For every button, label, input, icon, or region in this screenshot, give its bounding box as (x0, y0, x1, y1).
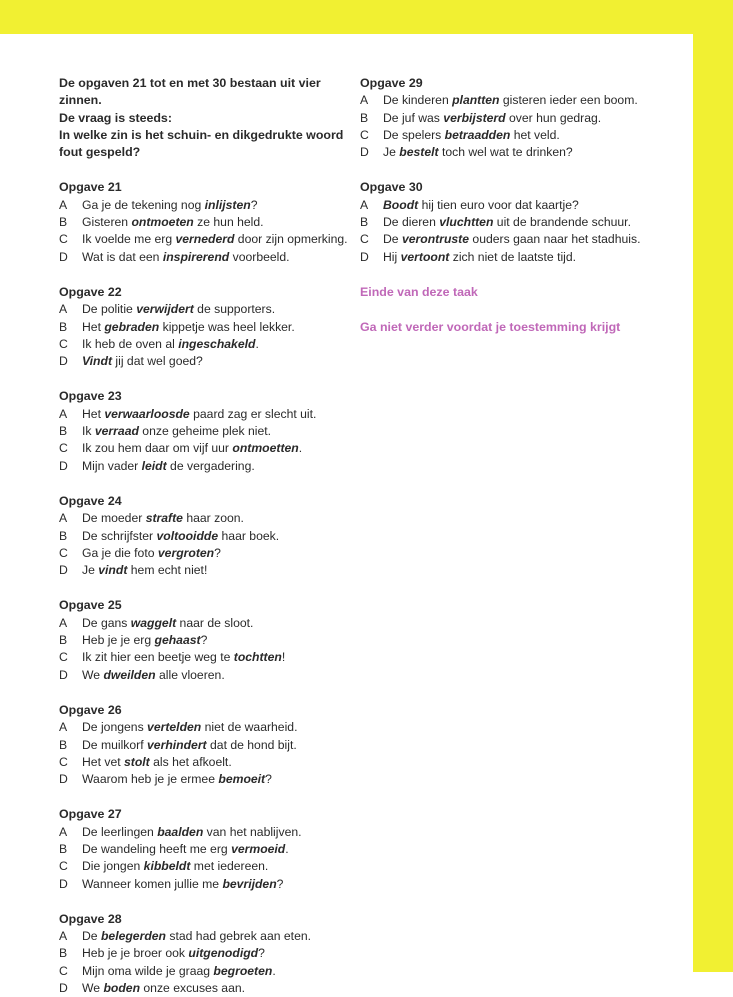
option-sentence (82, 928, 349, 945)
sentence-end: stad had gebrek aan eten. (166, 929, 312, 944)
sentence-end: naar de sloot. (176, 615, 254, 630)
sentence-end: ? (200, 633, 208, 648)
option-letter: A (59, 929, 68, 944)
target-word: vermoeid (231, 841, 286, 856)
option-sentence (82, 440, 349, 457)
option-letter: C (59, 650, 68, 665)
option-sentence (82, 876, 349, 893)
sentence-start: Wat is dat een (82, 249, 163, 264)
option-sentence (82, 336, 349, 353)
instructions (59, 75, 349, 161)
instruction-line: De opgaven 21 tot en met 30 bestaan uit vier zinnen. (59, 76, 321, 108)
option-sentence (82, 510, 349, 527)
sentence-start: De schrijfster (82, 528, 157, 543)
sentence-start: De muilkorf (82, 737, 148, 752)
sentence-start: Het (82, 406, 105, 421)
option-letter: B (59, 319, 68, 334)
sentence-start: De dieren (383, 215, 440, 230)
option-letter: D (59, 981, 68, 996)
option-letter: D (360, 249, 369, 264)
sentence-start: Wanneer komen jullie me (82, 876, 223, 891)
sentence-end: het veld. (510, 127, 560, 142)
target-word: inlijsten (204, 197, 251, 212)
option-sentence (82, 649, 349, 666)
option-sentence (82, 353, 349, 370)
option-sentence (383, 214, 660, 231)
option-letter: B (59, 528, 68, 543)
option-letter: C (59, 232, 68, 247)
answer-option (360, 214, 660, 231)
target-word: leidt (141, 458, 167, 473)
option-letter: A (59, 615, 68, 630)
option-sentence (82, 754, 349, 771)
sentence-start: Hij (383, 249, 401, 264)
answer-option (59, 336, 349, 353)
target-word: bemoeit (218, 772, 266, 787)
option-sentence (82, 197, 349, 214)
option-letter: B (59, 424, 68, 439)
question-block (59, 493, 349, 579)
sentence-end: ? (276, 876, 284, 891)
page-border-right (693, 0, 733, 972)
answer-option (360, 231, 660, 248)
question-block (360, 75, 660, 161)
option-letter: B (360, 215, 369, 230)
question-title: Opgave 28 (59, 911, 122, 926)
answer-option (59, 231, 349, 248)
sentence-start: De jongens (82, 720, 148, 735)
sentence-end: jij dat wel goed? (112, 354, 203, 369)
sentence-start: Ik zit hier een beetje weg te (82, 650, 234, 665)
option-sentence (383, 197, 660, 214)
target-word: tochtten (233, 650, 282, 665)
question-list (360, 75, 660, 266)
sentence-end: . (272, 963, 276, 978)
do-not-continue-note: Ga niet verder voordat je toestemming krijgt (360, 319, 621, 334)
answer-option (59, 719, 349, 736)
answer-option (59, 737, 349, 754)
option-sentence (82, 945, 349, 962)
sentence-start: Het vet (82, 754, 124, 769)
option-sentence (82, 545, 349, 562)
answer-option (59, 440, 349, 457)
option-letter: B (59, 633, 68, 648)
target-word: dweilden (103, 667, 156, 682)
option-letter: A (59, 197, 68, 212)
question-block (59, 702, 349, 788)
target-word: bestelt (399, 145, 439, 160)
answer-option (59, 649, 349, 666)
sentence-start: De wandeling heeft me erg (82, 841, 232, 856)
sentence-end: de supporters. (193, 302, 276, 317)
question-title: Opgave 21 (59, 180, 122, 195)
answer-option (59, 615, 349, 632)
sentence-end: ouders gaan naar het stadhuis. (469, 232, 641, 247)
sentence-start: Ga je de tekening nog (82, 197, 205, 212)
target-word: Vindt (82, 354, 113, 369)
option-letter: D (59, 772, 68, 787)
sentence-start: Je (82, 563, 99, 578)
option-sentence (82, 737, 349, 754)
target-word: kibbeldt (143, 859, 191, 874)
option-sentence (383, 231, 660, 248)
option-sentence (82, 771, 349, 788)
sentence-end: . (255, 336, 259, 351)
question-block (59, 806, 349, 892)
option-sentence (82, 214, 349, 231)
answer-option (59, 528, 349, 545)
option-letter: D (59, 876, 68, 891)
sentence-end: voorbeeld. (229, 249, 290, 264)
target-word: Boodt (383, 197, 419, 212)
sentence-start: De politie (82, 302, 137, 317)
sentence-start: Mijn oma wilde je graag (82, 963, 214, 978)
target-word: verbijsterd (443, 110, 506, 125)
target-word: voltooidde (156, 528, 219, 543)
page-border-top (0, 0, 733, 34)
target-word: ontmoetten (232, 441, 299, 456)
option-letter: C (59, 963, 68, 978)
target-word: bevrijden (222, 876, 277, 891)
option-sentence (383, 249, 660, 266)
option-sentence (82, 231, 349, 248)
target-word: boden (103, 981, 141, 996)
answer-option (360, 92, 660, 109)
target-word: verhindert (147, 737, 207, 752)
question-block (59, 911, 349, 997)
option-letter: C (59, 545, 68, 560)
sentence-end: niet de waarheid. (201, 720, 298, 735)
option-sentence (82, 980, 349, 997)
sentence-end: haar zoon. (182, 511, 244, 526)
question-title: Opgave 29 (360, 76, 423, 90)
instruction-line: De vraag is steeds: (59, 110, 172, 125)
sentence-end: dat de hond bijt. (206, 737, 297, 752)
option-sentence (82, 667, 349, 684)
answer-option (360, 144, 660, 161)
sentence-start: Ik (82, 424, 95, 439)
sentence-end: haar boek. (218, 528, 280, 543)
sentence-end: als het afkoelt. (149, 754, 232, 769)
option-letter: B (59, 841, 68, 856)
option-letter: A (59, 302, 68, 317)
target-word: vertelden (147, 720, 202, 735)
option-sentence (82, 719, 349, 736)
sentence-start: Waarom heb je je ermee (82, 772, 219, 787)
option-sentence (82, 562, 349, 579)
sentence-start: Ik voelde me erg (82, 232, 176, 247)
option-sentence (82, 824, 349, 841)
sentence-start: De kinderen (383, 93, 453, 108)
option-letter: D (59, 354, 68, 369)
instruction-line: fout gespeld? (59, 145, 141, 160)
sentence-start: De (383, 232, 402, 247)
option-sentence (383, 127, 660, 144)
answer-option (360, 249, 660, 266)
answer-option (360, 197, 660, 214)
option-sentence (82, 858, 349, 875)
end-of-task-note: Einde van deze taak (360, 284, 478, 299)
target-word: verwijdert (136, 302, 194, 317)
option-sentence (82, 319, 349, 336)
sentence-start: Heb je je broer ook (82, 946, 189, 961)
target-word: strafte (145, 511, 183, 526)
sentence-start: Ga je die foto (82, 545, 158, 560)
option-letter: C (59, 859, 68, 874)
option-letter: A (59, 406, 68, 421)
answer-option (59, 980, 349, 997)
sentence-end: van het nablijven. (203, 824, 302, 839)
option-letter: D (59, 249, 68, 264)
question-title: Opgave 26 (59, 702, 122, 717)
question-title: Opgave 27 (59, 807, 122, 822)
question-block (360, 179, 660, 265)
option-letter: A (360, 93, 369, 108)
answer-option (59, 632, 349, 649)
option-sentence (82, 632, 349, 649)
answer-option (59, 353, 349, 370)
sentence-end: door zijn opmerking. (234, 232, 348, 247)
sentence-start: De spelers (383, 127, 445, 142)
option-letter: A (59, 824, 68, 839)
option-letter: D (59, 458, 68, 473)
option-sentence (82, 249, 349, 266)
target-word: waggelt (130, 615, 177, 630)
sentence-start: We (82, 667, 104, 682)
sentence-start: De leerlingen (82, 824, 158, 839)
option-letter: A (360, 197, 369, 212)
sentence-start: Gisteren (82, 215, 132, 230)
answer-option (59, 858, 349, 875)
answer-option (59, 928, 349, 945)
option-sentence (383, 110, 660, 127)
right-column (360, 75, 660, 336)
answer-option (59, 249, 349, 266)
answer-option (59, 214, 349, 231)
answer-option (59, 458, 349, 475)
target-word: vindt (98, 563, 128, 578)
option-letter: A (59, 720, 68, 735)
target-word: vluchtten (439, 215, 494, 230)
option-letter: B (59, 215, 68, 230)
sentence-end: kippetje was heel lekker. (159, 319, 295, 334)
option-letter: B (59, 946, 68, 961)
option-letter: C (59, 441, 68, 456)
question-block (59, 284, 349, 370)
sentence-end: . (298, 441, 303, 456)
target-word: verontruste (401, 232, 470, 247)
instruction-line: In welke zin is het schuin- en dikgedrukte woord (59, 127, 344, 142)
question-block (59, 179, 349, 265)
answer-option (59, 876, 349, 893)
target-word: gebraden (104, 319, 160, 334)
sentence-start: Ik zou hem daar om vijf uur (82, 441, 233, 456)
option-letter: A (59, 511, 68, 526)
target-word: gehaast (154, 633, 201, 648)
option-letter: D (360, 145, 369, 160)
option-letter: B (59, 737, 68, 752)
sentence-end: ze hun held. (193, 215, 264, 230)
sentence-end: . (285, 841, 289, 856)
sentence-end: alle vloeren. (155, 667, 225, 682)
sentence-start: Het (82, 319, 105, 334)
option-sentence (82, 301, 349, 318)
option-sentence (82, 841, 349, 858)
left-column (59, 75, 349, 997)
target-word: baalden (157, 824, 204, 839)
sentence-start: De juf was (383, 110, 444, 125)
question-title: Opgave 25 (59, 598, 122, 613)
option-letter: B (360, 110, 369, 125)
question-title: Opgave 30 (360, 180, 423, 195)
answer-option (59, 841, 349, 858)
answer-option (59, 945, 349, 962)
sentence-end: ! (281, 650, 286, 665)
sentence-end: ? (250, 197, 258, 212)
sentence-start: Mijn vader (82, 458, 142, 473)
target-word: belegerden (100, 929, 166, 944)
sentence-start: Ik heb de oven al (82, 336, 179, 351)
option-letter: C (360, 127, 369, 142)
target-word: betraadden (444, 127, 511, 142)
sentence-start: We (82, 981, 104, 996)
sentence-end: uit de brandende schuur. (493, 215, 631, 230)
answer-option (59, 771, 349, 788)
sentence-end: onze excuses aan. (140, 981, 246, 996)
sentence-start: De gans (82, 615, 131, 630)
question-block (59, 597, 349, 683)
option-letter: C (59, 754, 68, 769)
question-title: Opgave 22 (59, 284, 122, 299)
target-word: inspirerend (162, 249, 230, 264)
sentence-end: paard zag er slecht uit. (189, 406, 317, 421)
target-word: vertoont (400, 249, 450, 264)
target-word: plantten (452, 93, 500, 108)
option-letter: D (59, 563, 68, 578)
question-title: Opgave 24 (59, 493, 122, 508)
target-word: begroeten (213, 963, 273, 978)
sentence-end: ? (214, 545, 221, 560)
target-word: uitgenodigd (188, 946, 259, 961)
sentence-end: ? (258, 946, 265, 961)
question-list (59, 179, 349, 997)
sentence-start: Die jongen (82, 859, 144, 874)
answer-option (59, 406, 349, 423)
answer-option (59, 301, 349, 318)
sentence-start: Heb je je erg (82, 633, 155, 648)
sentence-end: hij tien euro voor dat kaartje? (418, 197, 579, 212)
question-title: Opgave 23 (59, 389, 122, 404)
target-word: stolt (124, 754, 150, 769)
option-sentence (82, 615, 349, 632)
option-letter: C (59, 336, 68, 351)
sentence-end: hem echt niet! (127, 563, 208, 578)
option-sentence (82, 963, 349, 980)
answer-option (59, 423, 349, 440)
sentence-end: onze geheime plek niet. (138, 424, 272, 439)
sentence-end: met iedereen. (190, 859, 269, 874)
target-word: ontmoeten (131, 215, 194, 230)
target-word: verraad (94, 424, 139, 439)
option-sentence (383, 144, 660, 161)
sentence-end: de vergadering. (166, 458, 255, 473)
option-sentence (383, 92, 660, 109)
option-sentence (82, 423, 349, 440)
answer-option (59, 754, 349, 771)
target-word: verwaarloosde (104, 406, 190, 421)
answer-option (59, 510, 349, 527)
answer-option (59, 545, 349, 562)
sentence-end: gisteren ieder een boom. (499, 93, 638, 108)
answer-option (59, 963, 349, 980)
answer-option (59, 197, 349, 214)
answer-option (360, 110, 660, 127)
target-word: vergroten (157, 545, 215, 560)
option-letter: C (360, 232, 369, 247)
answer-option (59, 667, 349, 684)
option-sentence (82, 458, 349, 475)
option-sentence (82, 528, 349, 545)
answer-option (59, 562, 349, 579)
target-word: vernederd (175, 232, 235, 247)
target-word: ingeschakeld (178, 336, 256, 351)
sentence-start: Je (383, 145, 400, 160)
sentence-end: over hun gedrag. (505, 110, 602, 125)
option-letter: D (59, 667, 68, 682)
answer-option (360, 127, 660, 144)
option-sentence (82, 406, 349, 423)
sentence-start: De (82, 929, 101, 944)
sentence-end: zich niet de laatste tijd. (449, 249, 577, 264)
answer-option (59, 319, 349, 336)
sentence-end: toch wel wat te drinken? (438, 145, 573, 160)
sentence-start: De moeder (82, 511, 146, 526)
question-block (59, 388, 349, 474)
answer-option (59, 824, 349, 841)
sentence-end: ? (265, 772, 272, 787)
